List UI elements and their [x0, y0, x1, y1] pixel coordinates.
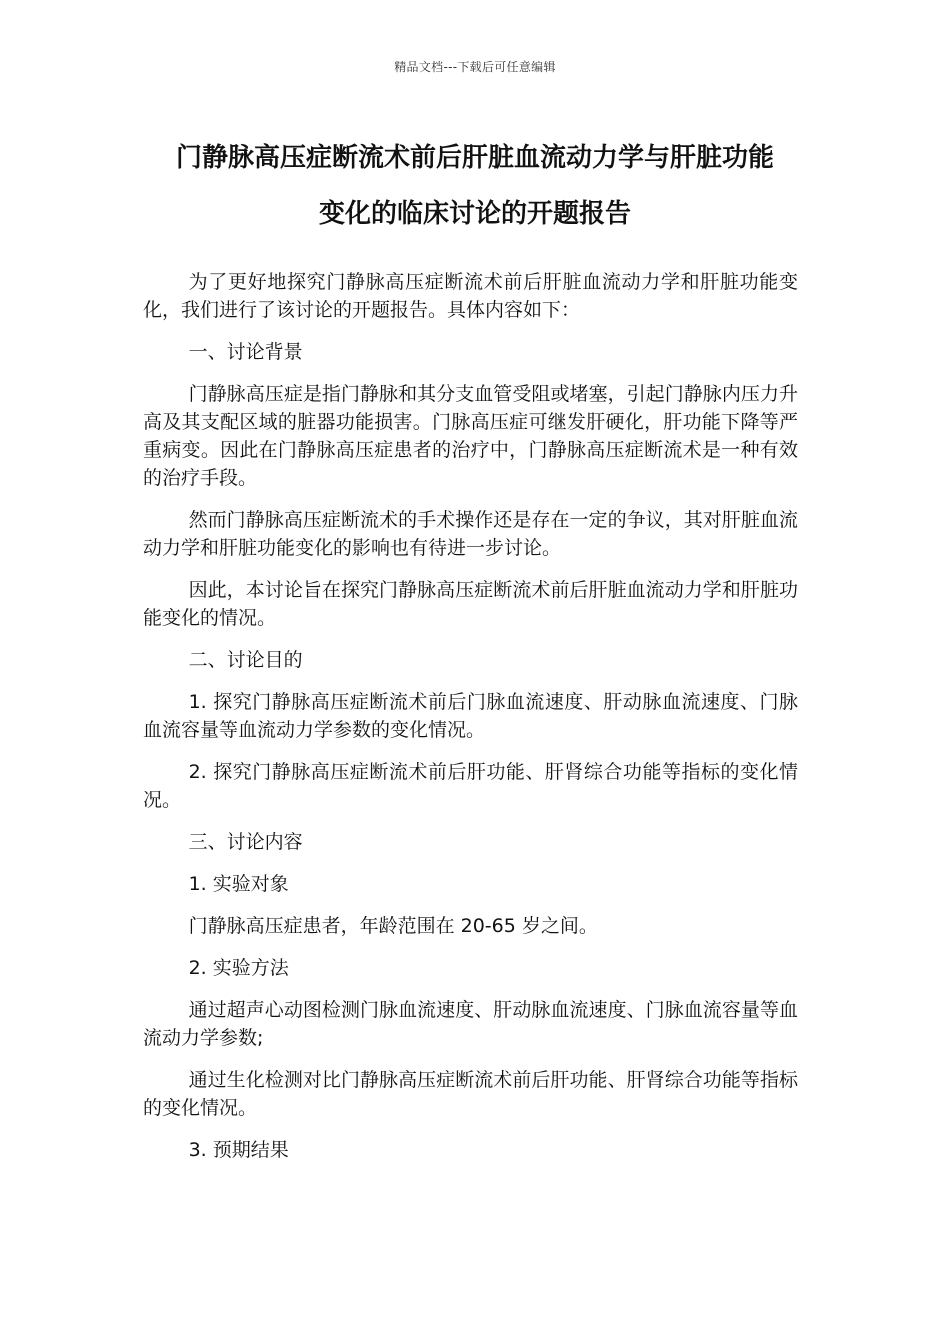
- subheading-methods: 2. 实验方法: [188, 957, 289, 979]
- methods-paragraph-2: 通过生化检测对比门静脉高压症断流术前后肝功能、肝肾综合功能等指标的变化情况。: [143, 1069, 798, 1119]
- subheading-expected-results: 3. 预期结果: [188, 1139, 289, 1161]
- methods-paragraph-1: 通过超声心动图检测门脉血流速度、肝动脉血流速度、门脉血流容量等血流动力学参数;: [143, 999, 798, 1049]
- background-paragraph-3: 因此，本讨论旨在探究门静脉高压症断流术前后肝脏血流动力学和肝脏功能变化的情况。: [143, 579, 798, 629]
- document-body: [143, 268, 798, 1178]
- document-title: [120, 130, 830, 242]
- background-paragraph-1: 门静脉高压症是指门静脉和其分支血管受阻或堵塞，引起门静脉内压力升高及其支配区域的脏器功能损害。门脉高压症可继发肝硬化，肝功能下降等严重病变。因此在门静脉高压症患者的治疗中，门静脉高压症断流术是一种有效的治疗手段。: [143, 383, 798, 489]
- purpose-item-2: 2. 探究门静脉高压症断流术前后肝功能、肝肾综合功能等指标的变化情况。: [143, 761, 798, 811]
- purpose-item-1: 1. 探究门静脉高压症断流术前后门脉血流速度、肝动脉血流速度、门脉血流容量等血流动力学参数的变化情况。: [143, 691, 798, 741]
- title-line-2: 变化的临床讨论的开题报告: [318, 199, 631, 229]
- section-heading-content: 三、讨论内容: [188, 831, 303, 853]
- header-note: 精品文档---下载后可任意编辑: [394, 60, 556, 74]
- section-heading-background: 一、讨论背景: [188, 341, 303, 363]
- subheading-subjects: 1. 实验对象: [188, 873, 289, 895]
- background-paragraph-2: 然而门静脉高压症断流术的手术操作还是存在一定的争议，其对肝脏血流动力学和肝脏功能变化的影响也有待进一步讨论。: [143, 509, 798, 559]
- intro-paragraph: 为了更好地探究门静脉高压症断流术前后肝脏血流动力学和肝脏功能变化，我们进行了该讨论的开题报告。具体内容如下：: [143, 271, 798, 321]
- title-line-1: 门静脉高压症断流术前后肝脏血流动力学与肝脏功能: [175, 143, 774, 173]
- subjects-paragraph: 门静脉高压症患者，年龄范围在 20-65 岁之间。: [188, 915, 598, 937]
- section-heading-purpose: 二、讨论目的: [188, 649, 303, 671]
